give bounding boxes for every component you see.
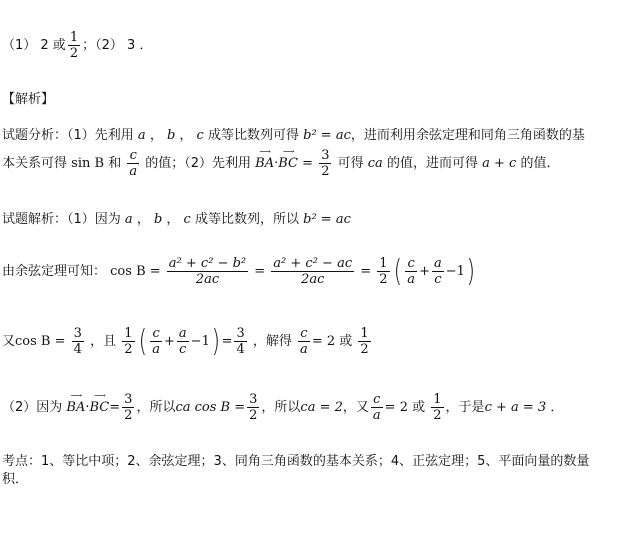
fraction-a-over-c <box>177 326 189 357</box>
fraction-denominator: 2ac <box>271 271 354 287</box>
cosB-label: cos B = <box>110 264 161 279</box>
fraction-denominator: c <box>177 341 189 357</box>
fraction-numerator: 1 <box>379 256 388 271</box>
final-equation: c + a = 3 <box>484 400 547 415</box>
analysis-text-4: 和 <box>108 156 122 171</box>
analysis-line-2: 本关系可得 sin B 和 $\frac{c}{a}$ 的值；（2）先利用 ⟶ BA· ⟶ BC = $\frac{3}{2}$ 可得 ca 的值，进而可得 a + c 的值． <box>2 147 560 179</box>
points-line-1: 考点：1、等比中项；2、余弦定理；3、同角三角函数的基本关系；4、正弦定理；5、平面向量的数量 <box>2 454 590 469</box>
or-text: 或 <box>339 334 353 349</box>
fraction-c-over-a <box>371 392 383 423</box>
vector-label: BC <box>278 156 299 171</box>
solution-text-1: 成等比数列，所以 <box>194 212 299 227</box>
fraction-numerator: c <box>152 326 160 341</box>
points-line-2: 积． <box>2 472 29 487</box>
answer-line <box>2 30 152 61</box>
fraction-denominator: 4 <box>236 342 245 357</box>
fraction-denominator: 2 <box>124 342 133 357</box>
fraction-cos-1 <box>167 256 248 287</box>
fraction-denominator: a <box>300 342 308 357</box>
fraction-denominator: 2 <box>379 272 388 287</box>
fraction-numerator: 1 <box>69 30 79 45</box>
fraction-denominator: 2 <box>69 46 79 61</box>
analysis-text-3: 本关系可得 <box>2 156 68 171</box>
fraction-denominator: 4 <box>73 342 82 357</box>
fraction-half <box>68 30 80 61</box>
var-b: b <box>166 128 176 143</box>
so-text: ，所以 <box>136 400 176 415</box>
var-a: a <box>137 128 146 143</box>
fraction-numerator: 3 <box>249 392 258 407</box>
fraction-denominator: 2ac <box>167 271 248 287</box>
fraction-denominator: 2 <box>249 408 258 423</box>
fraction-3-over-2 <box>319 148 331 179</box>
cosB-label: cos B = <box>15 334 66 349</box>
vector-BC: ⟶ BC <box>278 147 299 171</box>
var-c: c <box>196 128 204 143</box>
fraction-numerator: 3 <box>321 148 330 163</box>
cosine-line: 由余弦定理可知： cos B = $\frac{\text{a² + c² − b²}}{2ac}$ = $\frac{\text{a² + c² − ac}}{2ac}$ = $\frac{1}{2}$ ( $\frac{c}{a}$ + $\frac{a}{c}$ −1) <box>2 253 475 289</box>
fraction-numerator: 1 <box>124 326 133 341</box>
minus-one: −1 <box>445 264 465 279</box>
fraction-c-over-a <box>127 148 139 179</box>
fraction-numerator: c <box>373 392 381 407</box>
solve-text: ，解得 <box>252 334 292 349</box>
part2-line: （2）因为 ⟶ BA· ⟶ BC= $\frac{3}{2}$ ，所以ca cos B = $\frac{3}{2}$ ，所以ca = 2，又 $\frac{c}{a}$ = 2 或 $\frac{1}{2}$ ，于是c + a = 3 ． <box>2 391 564 423</box>
solution-label: 试题解析：（1）因为 <box>2 212 121 227</box>
fraction-numerator: a <box>178 326 187 341</box>
equation-b2-ac: b² = ac <box>303 128 351 143</box>
fraction-3-over-2 <box>122 392 134 423</box>
var-ca: ca <box>367 156 383 171</box>
analysis-text-5: 的值；（2）先利用 <box>145 156 252 171</box>
fraction-denominator: 2 <box>321 164 330 179</box>
equals-two: = 2 <box>384 400 408 415</box>
fraction-numerator: 1 <box>360 326 369 341</box>
fraction-c-over-a <box>405 256 417 287</box>
fraction-3-over-4 <box>234 326 246 357</box>
right-paren: ) <box>211 323 220 359</box>
fraction-numerator: a <box>433 256 442 271</box>
solution-line-1: 试题解析：（1）因为 a ， b ， c 成等比数列，所以 b² = ac <box>2 212 351 227</box>
analysis-heading: 【解析】 <box>2 92 55 107</box>
ca-equals-2: ca = 2 <box>300 400 343 415</box>
vector-BC: ⟶ BC <box>89 391 110 415</box>
fraction-denominator: a <box>129 164 138 179</box>
fraction-numerator: c <box>300 326 308 341</box>
answer-part2: ；（2） 3 ． <box>82 38 153 53</box>
var-b: b <box>153 212 163 227</box>
fraction-denominator: a <box>152 342 160 357</box>
analysis-text-1: 成等比数列可得 <box>207 128 299 143</box>
fraction-one-half <box>377 256 389 287</box>
fraction-c-over-a <box>150 326 162 357</box>
and-text: ，且 <box>90 334 117 349</box>
or-text: 或 <box>412 400 426 415</box>
so2-text: ，所以 <box>261 400 301 415</box>
cos-value-line: 又cos B = $\frac{3}{4}$ ，且 $\frac{1}{2}$ ( $\frac{c}{a}$ + $\frac{a}{c}$ −1) = $\frac{3}{4}$ ，解得 $\frac{c}{a}$ = 2 或 $\frac{1}{2}$ <box>2 323 369 359</box>
answer-part1: （1） 2 或 <box>2 38 66 53</box>
thus-text: ，于是 <box>445 400 485 415</box>
again-text: 又 <box>2 334 16 349</box>
part2-label: （2）因为 <box>2 400 63 415</box>
expr-a-plus-c: a + c <box>482 156 517 171</box>
var-c: c <box>183 212 191 227</box>
fraction-numerator: 3 <box>124 392 133 407</box>
cosine-intro: 由余弦定理可知： <box>2 264 107 279</box>
sinB: sin B <box>71 156 105 171</box>
minus-one: −1 <box>190 334 210 349</box>
vector-BA: ⟶ BA <box>255 147 275 171</box>
left-paren: ( <box>393 253 402 289</box>
fraction-one-half <box>358 326 370 357</box>
fraction-denominator: a <box>372 408 381 423</box>
vector-label: BA <box>66 400 86 415</box>
analysis-text-8: 的值． <box>520 156 560 171</box>
ca-cosB: ca cos B = <box>175 400 246 415</box>
fraction-numerator: a² + c² − ac <box>273 256 353 271</box>
period: ． <box>550 400 564 415</box>
vector-label: BC <box>89 400 110 415</box>
fraction-denominator: c <box>432 271 444 287</box>
left-paren: ( <box>138 323 147 359</box>
fraction-one-half <box>431 392 443 423</box>
right-paren: ) <box>466 253 475 289</box>
fraction-denominator: 2 <box>124 408 133 423</box>
fraction-numerator: 3 <box>73 326 82 341</box>
analysis-text-6: 可得 <box>337 156 364 171</box>
analysis-line-1: 试题分析：（1）先利用 a ， b ， c 成等比数列可得 b² = ac，进而利用余弦定理和同角三角函数的基 <box>2 128 585 143</box>
fraction-3-over-2 <box>247 392 259 423</box>
analysis-text-2: ，进而利用余弦定理和同角三角函数的基 <box>350 128 585 143</box>
equals-two: = 2 <box>311 334 336 349</box>
var-a: a <box>124 212 133 227</box>
fraction-denominator: 2 <box>360 342 369 357</box>
fraction-one-half <box>122 326 134 357</box>
vector-label: BA <box>255 156 275 171</box>
vector-BA: ⟶ BA <box>66 391 86 415</box>
fraction-cos-2 <box>271 256 354 287</box>
fraction-numerator: 1 <box>433 392 442 407</box>
analysis-label: 试题分析：（1）先利用 <box>2 128 134 143</box>
fraction-a-over-c <box>432 256 444 287</box>
fraction-numerator: c <box>407 256 415 271</box>
fraction-3-over-4 <box>72 326 84 357</box>
again2-text: ，又 <box>342 400 369 415</box>
fraction-numerator: c <box>129 148 137 163</box>
fraction-c-over-a <box>298 326 310 357</box>
analysis-text-7: 的值，进而可得 <box>386 156 478 171</box>
fraction-numerator: a² + c² − b² <box>168 256 247 271</box>
fraction-numerator: 3 <box>236 326 245 341</box>
equation-b2-ac: b² = ac <box>303 212 351 227</box>
fraction-denominator: 2 <box>433 408 442 423</box>
fraction-denominator: a <box>407 272 416 287</box>
